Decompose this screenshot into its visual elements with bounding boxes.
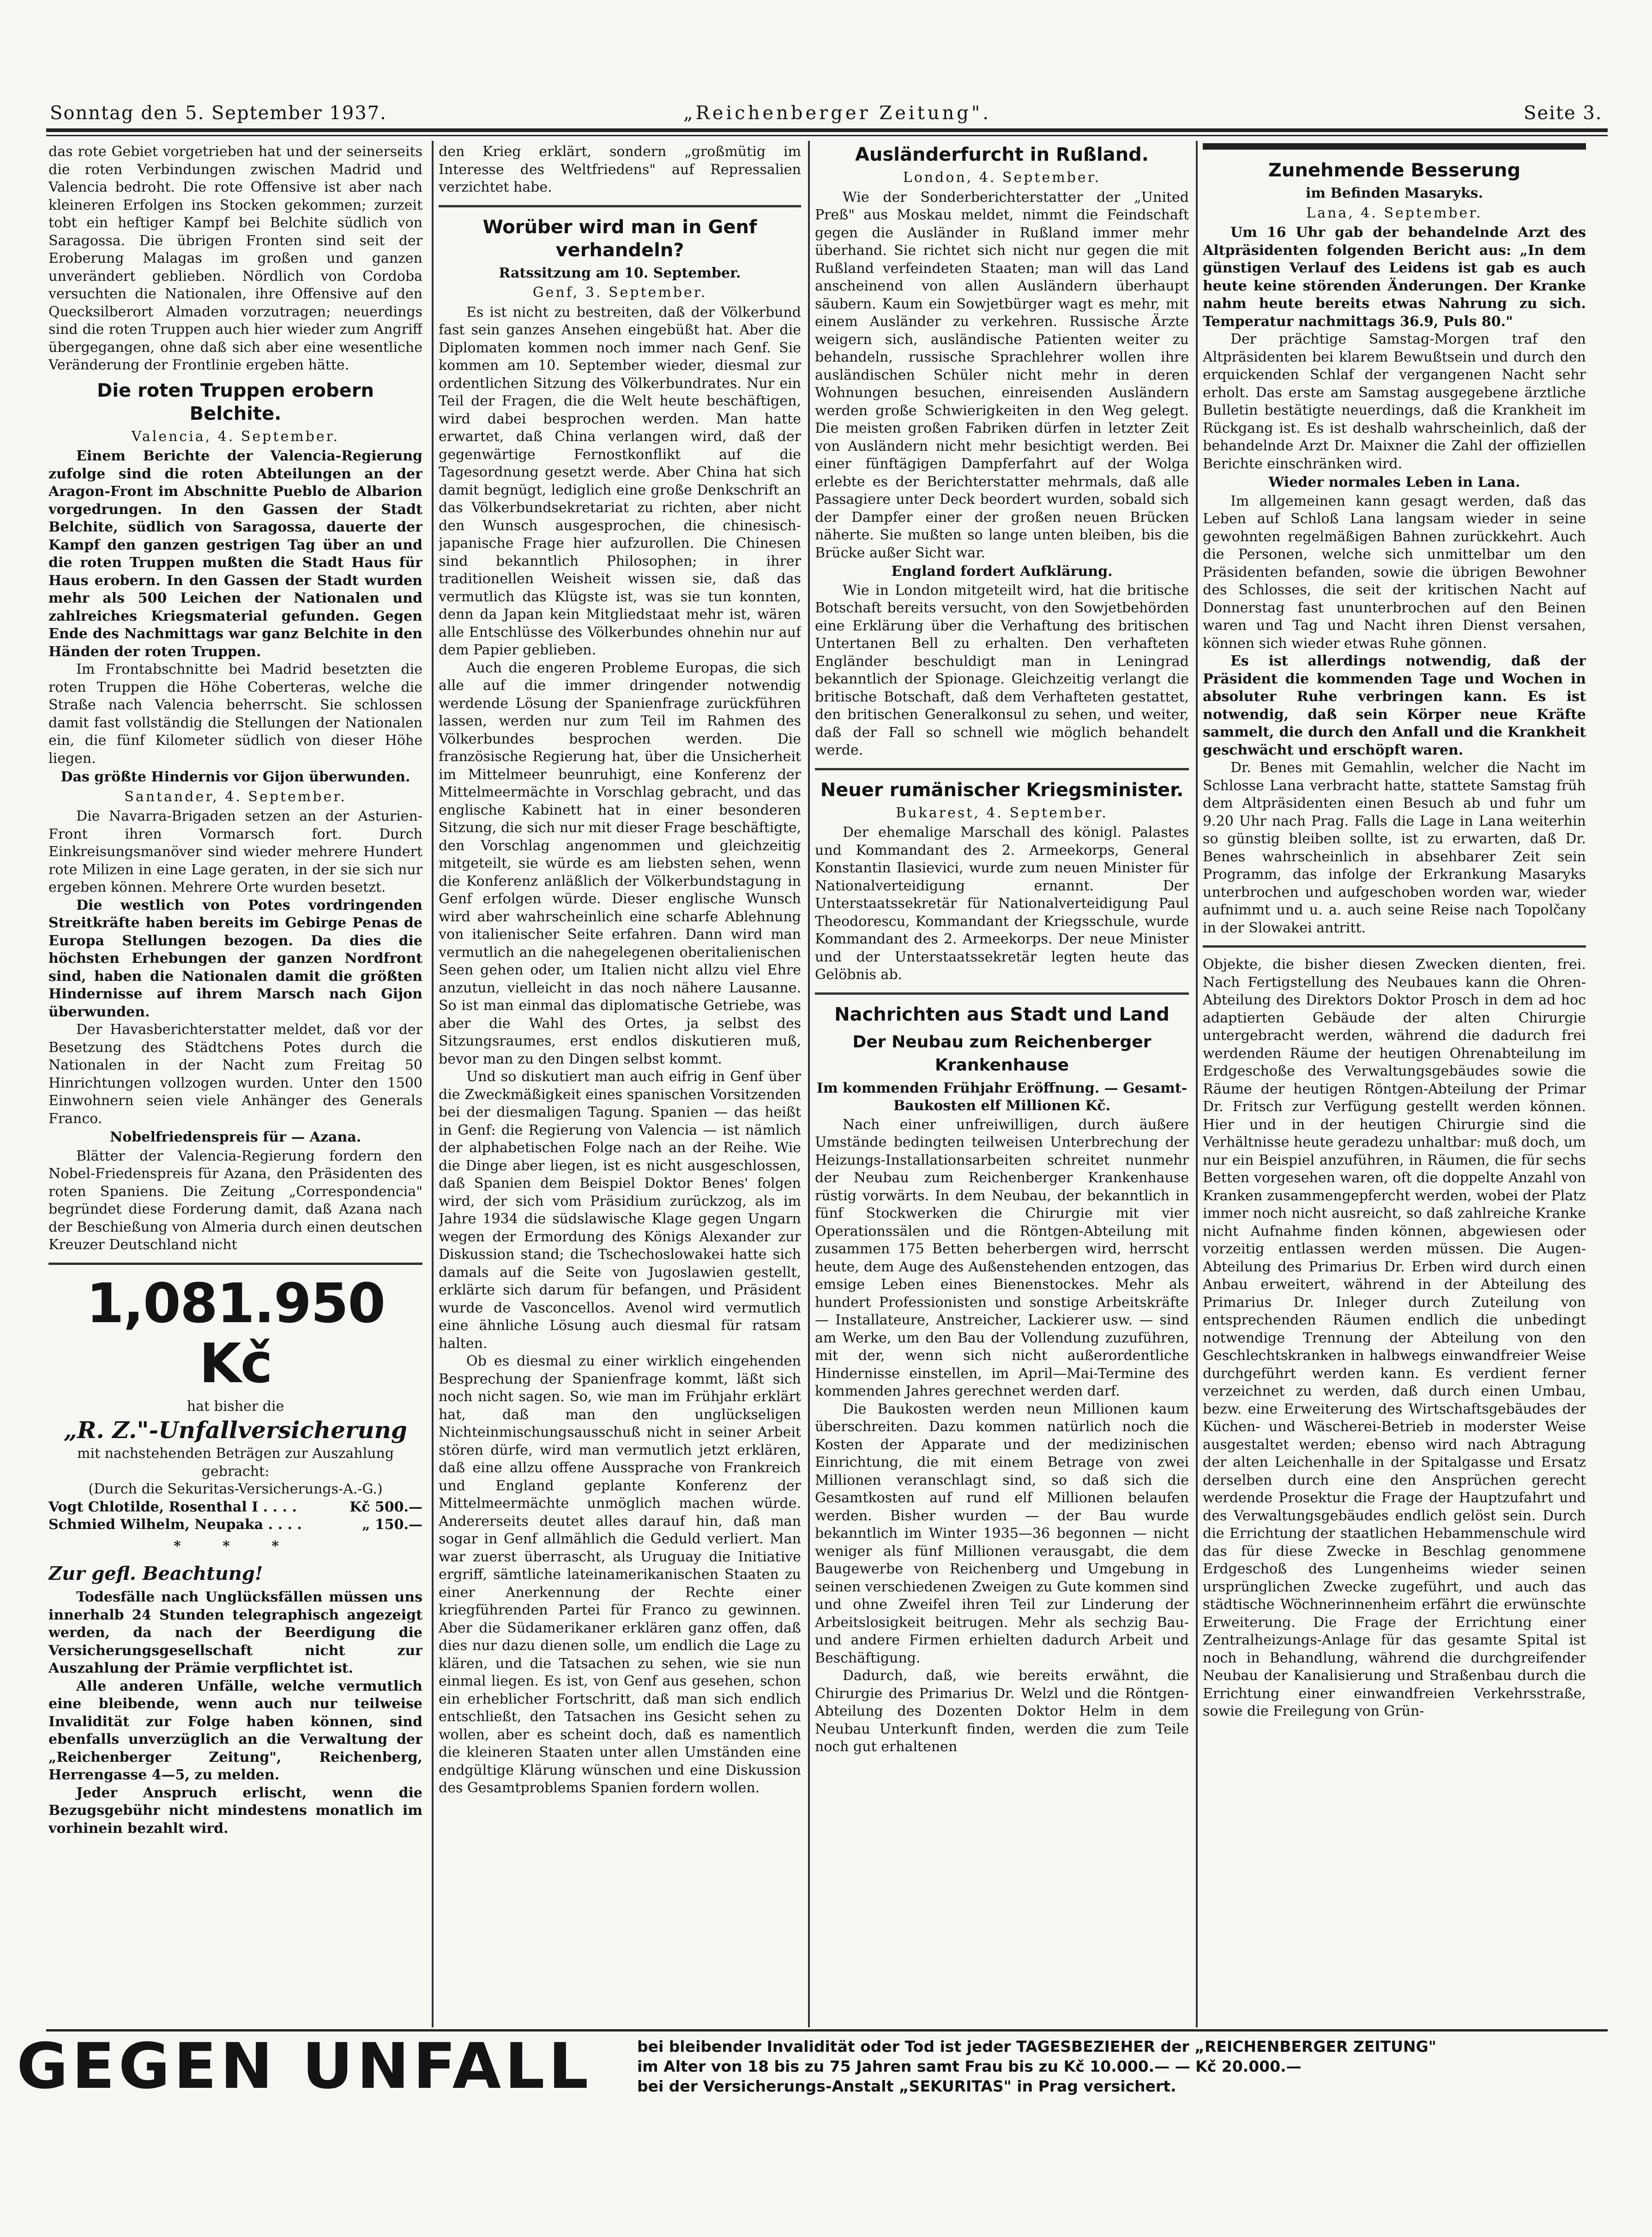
- paragraph: Wie in London mitgeteilt wird, hat die britische Botschaft bereits versucht, von den Sowjetbehörden eine Erklärung über die Verhaftung des britischen Untertanen Bell zu erhalten. Den verhafteten Engländer beschuldigt man in Leningrad bekanntlich der Spionage. Gleichzeitig verlangt die britische Botschaft, daß dem Verhafteten gestattet, den britischen Generalkonsul zu sehen, und weiter, daß der Fall so schnell wie möglich behandelt werde.: [815, 582, 1189, 758]
- paragraph: Nach einer unfreiwilligen, durch äußere Umstände bedingten teilweisen Unterbrechung der Heizungs-Installationsarbeiten schreitet nunmehr der Neubau zum Reichenberger Krankenhause rüstig vorwärts. In dem Neubau, der bekanntlich in fünf Stockwerken die Chirurgie mit vier Operationssälen und die Röntgen-Abteilung mit zusammen 175 Betten beherbergen wird, herrscht heute, dem Auge des Außenstehenden entzogen, das emsige Leben eines Bienenstockes. Mehr als hundert Professionisten und sonstige Arbeitskräfte — Installateure, Anstreicher, Lackierer usw. — sind am Werke, um den Bau der Vollendung zuzuführen, mit der, wenn sich nicht außerordentliche Hindernisse einstellen, im April—Mai-Termine des kommenden Jahres gerechnet werden darf.: [815, 1116, 1189, 1399]
- column-divider-1: [432, 141, 434, 2027]
- separator: [439, 205, 801, 207]
- dateline: Valencia, 4. September.: [131, 428, 340, 445]
- subheadline: Ratssitzung am 10. September.: [499, 265, 741, 281]
- ad-payout-row: [48, 1499, 422, 1517]
- column-2: [439, 143, 801, 2027]
- ad-payout-row: [48, 1516, 422, 1534]
- header-page-number: Seite 3.: [1524, 103, 1603, 124]
- ad-payout-value: Kč 500.—: [350, 1499, 422, 1515]
- article-continuation: den Krieg erklärt, sondern „großmütig im Interesse des Weltfriedens" auf Repressalien verzichtet habe.: [439, 144, 801, 195]
- ad-separator: [48, 1263, 422, 1265]
- paragraph: Dadurch, daß, wie bereits erwähnt, die Chirurgie des Primarius Dr. Welzl und die Röntgen-Abteilung des Dozenten Doktor Helm in dem Neubau Unterkunft finden, werden die zum Teile noch gut erhaltenen: [815, 1668, 1189, 1755]
- paragraph: Der prächtige Samstag-Morgen traf den Altpräsidenten bei klarem Bewußtsein und durch den erquickenden Schlaf der vergangenen Nacht sehr erholt. Das erste am Samstag ausgegebene ärztliche Bulletin bestätigte neuerdings, daß die Krankheit im Rückgang ist. Es ist deshalb wahrscheinlich, daß der behandelnde Arzt Dr. Maixner die Zahl der offiziellen Berichte einschränken wird.: [1203, 331, 1586, 472]
- ad-line: hat bisher die: [187, 1398, 284, 1415]
- dateline: Bukarest, 4. September.: [896, 804, 1108, 821]
- header-rule: [46, 128, 1608, 132]
- column-3: [815, 143, 1189, 2027]
- footer-ad-headline: GEGEN UNFALL: [17, 2030, 592, 2103]
- headline-lana: Wieder normales Leben in Lana.: [1268, 474, 1520, 490]
- section-heading-local-news: Nachrichten aus Stadt und Land: [834, 1004, 1170, 1025]
- paragraph: Der ehemalige Marschall des königl. Palastes und Kommandant des 2. Armeekorps, General Konstantin Ilasievici, wurde zum neuen Minister für Nationalverteidigung ernannt. Der Unterstaatssekretär für Nationalverteidigung Paul Theodorescu, Kommandant der Kriegsschule, wurde Kommandant des 2. Armeekorps. Der neue Minister und der Unterstaatssekretär legten heute das Gelöbnis ab.: [815, 824, 1189, 983]
- headline-england: England fordert Aufklärung.: [891, 563, 1113, 580]
- headline-genf: Worüber wird man in Genf verhandeln?: [482, 216, 757, 261]
- subheadline: Im kommenden Frühjahr Eröffnung. — Gesamt-Baukosten elf Millionen Kč.: [816, 1080, 1188, 1114]
- footer-ad-line: im Alter von 18 bis zu 75 Jahren samt Frau bis zu Kč 10.000.— — Kč 20.000.—: [637, 2057, 1302, 2075]
- column-1: [48, 143, 422, 2027]
- paragraph: Einem Berichte der Valencia-Regierung zufolge sind die roten Abteilungen an der Aragon-Front im Abschnitte Pueblo de Albarion vorgedrungen. In den Gassen der Stadt Belchite, südlich von Saragossa, dauerte der Kampf den ganzen gestrigen Tag über an und die roten Truppen mußten die Stadt Haus für Haus erobern. In den Gassen der Stadt wurden mehr als 500 Leichen der Nationalen und zahlreiches Kriegsmaterial gefunden. Gegen Ende des Nachmittags war ganz Belchite in den Händen der roten Truppen.: [48, 448, 422, 660]
- ad-payout-name: Schmied Wilhelm, Neupaka . . . .: [48, 1517, 302, 1533]
- header-paper-title: „Reichenberger Zeitung".: [683, 103, 991, 124]
- paragraph: Im Frontabschnitte bei Madrid besetzten die roten Truppen die Höhe Coberteras, welche die Straße nach Valencia beherrscht. Sie schlossen damit fast vollständig die Stellungen der Nationalen ein, die fünf Kilometer südlich von dieser Höhe liegen.: [48, 661, 422, 767]
- article-continuation: das rote Gebiet vorgetrieben hat und der seinerseits die roten Verbindungen zwischen Madrid und Valencia bedroht. Die rote Offensive ist aber nach kleineren Erfolgen ins Stocken gekommen; zurzeit tobt ein heftiger Kampf bei Belchite südlich von Saragossa. Die übrigen Fronten sind seit der Eroberung Malagas im großen und ganzen unverändert geblieben. Nördlich von Cordoba versuchten die Nationalen, ihre Offensive auf den Quecksilberort Almaden vorzutragen; neuerdings sind die roten Truppen auch hier wieder zum Angriff übergegangen, ohne daß sich aber eine wesentliche Veränderung der Frontlinie ergeben hätte.: [48, 144, 422, 373]
- column-divider-3: [1196, 141, 1198, 2027]
- ad-stars: * * *: [174, 1538, 297, 1554]
- ad-payout-value: „ 150.—: [362, 1517, 422, 1533]
- ad-title: „R. Z."-Unfallversicherung: [64, 1416, 407, 1444]
- headline-kriegsminister: Neuer rumänischer Kriegsminister.: [820, 779, 1184, 801]
- article-continuation: Objekte, die bisher diesen Zwecken dienten, frei. Nach Fertigstellung des Neubaues kann die Ohren-Abteilung des Direktors Doktor Prosch in dem ad hoc adaptierten Gebäude der alten Chirurgie untergebracht werden, während die dadurch frei werdenden Räume der heutigen Ohrenabteilung im Erdgeschoße des Verwaltungsgebäudes sowie die Räume der heutigen Röntgen-Abteilung der Primar Dr. Fritsch zur Verfügung gestellt werden können. Hier und in der heutigen Chirurgie sind die Verhältnisse heute geradezu unhaltbar: muß doch, um nur ein Beispiel anzuführen, in Räumen, die für sechs Betten vorgesehen waren, oft die doppelte Anzahl von Kranken zusammengepfercht werden, wobei der Platz immer noch nicht ausreicht, so daß zahlreiche Kranke nicht Aufnahme finden können, abgewiesen oder vorzeitig entlassen werden müssen. Die Augen-Abteilung des Primarius Dr. Erben wird durch einen Anbau erweitert, während in der Abteilung des Primarius Dr. Inleger durch Zuteilung von entsprechenden Räumen endlich die unbedingt notwendige Trennung der Abteilung von den Geschlechtskranken in halbwegs einwandfreier Weise durchgeführt werden kann. Es verdient ferner verzeichnet zu werden, daß durch einen Umbau, bezw. eine Erweiterung des Wirtschaftsgebäudes der Küchen- und Wäscherei-Betrieb in moderster Weise ausgestaltet werden; ebenso wird nach Abtragung der alten Leichenhalle in der Spitalgasse und Ersatz derselben durch eine den Ansprüchen gerecht werdende Prosektur die Frage der Hauptzufahrt und des Verwaltungsgebäudes endlich gelöst sein. Durch die Errichtung der staatlichen Hebammenschule wird das für diese Zwecke in Beschlag genommene Erdgeschoß des Lungenheims wieder seinen ursprünglichen Zwecke zugeführt, und auch das städtische Wöchnerinnenheim erfährt die erwünschte Erweiterung. Die Frage der Errichtung einer Zentralheizungs-Anlage für das gesamte Spital ist noch in Behandlung, während die durchgreifender Neubau der Kanalisierung und Straßenbau durch die Errichtung einer einwandfreien Verkehrsstraße, sowie die Freilegung von Grün-: [1203, 956, 1586, 1719]
- headline-belchite: Die roten Truppen erobern Belchite.: [96, 380, 374, 424]
- paragraph: Es ist allerdings notwendig, daß der Präsident die kommenden Tage und Wochen in absoluter Ruhe verbringen kann. Es ist notwendig, daß sein Körper neue Kräfte sammelt, die durch den Anfall und die Krankheit geschwächt und erschöpft waren.: [1203, 653, 1586, 758]
- paragraph: Der Havasberichterstatter meldet, daß vor der Besetzung des Städtchens Potes durch die Nationalen in der Nacht zum Freitag 50 Hinrichtungen vollzogen wurden. Unter den 1500 Einwohnern seien viele Anhänger des Generals Franco.: [48, 1022, 422, 1127]
- paragraph: Im allgemeinen kann gesagt werden, daß das Leben auf Schloß Lana langsam wieder in seine gewohnten regelmäßigen Bahnen zurückkehrt. Auch die Personen, welche sich unmittelbar um den Präsidenten befanden, sowie die übrigen Bewohner des Schlosses, die seit der kritischen Nacht auf Donnerstag fast ununterbrochen auf den Beinen waren und Tag und Nacht ihren Dienst versahen, können sich wieder etwas Ruhe gönnen.: [1203, 493, 1586, 652]
- separator: [1203, 945, 1586, 948]
- paragraph: Wie der Sonderberichterstatter der „United Preß" aus Moskau meldet, nimmt die Feindschaft gegen die Ausländer in Rußland immer mehr überhand. Sie richtet sich nicht nur gegen die mit Rußland verfeindeten Staaten; man will das Land anscheinend von allen Ausländern überhaupt säubern. Kaum ein Sowjetbürger wagt es mehr, mit einem Ausländer zu verkehren. Russische Ärzte weigern sich, ausländische Patienten weiter zu behandeln, russische Sprachlehrer wollen ihre ausländischen Schüler nicht mehr in deren Wohnungen besuchen, einreisenden Ausländern werden große Schwierigkeiten in den Weg gelegt. Die meisten großen Fabriken dürfen in letzter Zeit von Ausländern nicht mehr besichtigt werden. Bei einer fünftägigen Dampferfahrt auf der Wolga erlebte es der Berichterstatter mehrmals, daß alle Passagiere unter Deck beordert wurden, sobald sich der Dampfer einer der großen neuen Brücken näherte. Sie mußten so lange unten bleiben, bis die Brücke außer Sicht war.: [815, 189, 1189, 561]
- paragraph: Um 16 Uhr gab der behandelnde Arzt des Altpräsidenten folgenden Bericht aus: „In dem günstigen Verlauf des Leidens ist gab es auch heute keine störenden Änderungen. Der Kranke nahm heute bereits etwas Nahrung zu sich. Temperatur nachmittags 36.9, Puls 80.": [1203, 224, 1586, 330]
- notice-paragraph: Todesfälle nach Unglücksfällen müssen uns innerhalb 24 Stunden telegraphisch angezeigt werden, da nach der Beerdigung die Versicherungsgesellschaft nicht zur Auszahlung der Prämie verpflichtet ist.: [48, 1589, 422, 1676]
- dateline: Genf, 3. September.: [532, 284, 707, 301]
- headline-masaryk: Zunehmende Besserung: [1268, 160, 1521, 181]
- subheadline: im Befinden Masaryks.: [1305, 185, 1483, 201]
- notice-paragraph: Alle anderen Unfälle, welche vermutlich eine bleibende, wenn auch nur teilweise Invalidität zur Folge haben können, sind ebenfalls unverzüglich an die Verwaltung der „Reichenberger Zeitung", Reichenberg, Herrengasse 4—5, zu melden.: [48, 1678, 422, 1783]
- headline-krankenhaus: Der Neubau zum Reichenberger Krankenhause: [852, 1032, 1152, 1075]
- paragraph: Ob es diesmal zu einer wirklich eingehenden Besprechung der Spanienfrage kommt, läßt sich noch nicht sagen. So, wie man im Frühjahr erklärt hat, daß man den unglückseligen Nichteinmischungsausschuß nicht in seiner Arbeit stören dürfe, wird man vermutlich jetzt erklären, daß eine allzu offene Aussprache von Frankreich und England geplante Konferenz der Mittelmeermächte unmöglich machen würde. Andererseits deutet alles darauf hin, daß man sogar in Genf allmählich die Geduld verliert. Man war zuerst überrascht, als Uruguay die Initiative ergriff, sämtliche lateinamerikanischen Staaten zu einer Anerkennung der Rechte einer kriegführenden Partei für Franco zu gewinnen. Aber die Südamerikaner erklären ganz offen, daß dies nur dazu dienen solle, um endlich die Lage zu klären, und die Tatsachen zu sehen, wie sie nun einmal liegen. Es ist, von Genf aus gesehen, schon ein erheblicher Fortschritt, daß man sich endlich entschließt, den Tatsachen ins Gesicht sehen zu wollen, aber es scheint doch, daß es namentlich die kleineren Staaten unter allen Umständen eine endgültige Klärung wünschen und eine Diskussion des Gesamtproblems Spanien fordern wollen.: [439, 1353, 801, 1796]
- header-date: Sonntag den 5. September 1937.: [50, 103, 387, 124]
- separator: [815, 768, 1189, 770]
- dateline: London, 4. September.: [903, 169, 1101, 186]
- paragraph: Die Navarra-Brigaden setzen an der Asturien-Front ihren Vormarsch fort. Durch Einkreisungsmanöver sind wieder mehrere Hundert rote Milizen in eine Lage geraten, in der sie sich nur ergeben können. Mehrere Orte wurden besetzt.: [48, 808, 422, 895]
- dateline: Lana, 4. September.: [1306, 205, 1483, 221]
- paragraph: Die Baukosten werden neun Millionen kaum überschreiten. Dazu kommen natürlich noch die Kosten der Apparate und der medizinischen Einrichtung, die mit einem Betrage von zwei Millionen veranschlagt sind, so daß sich die Gesamtkosten auf rund elf Millionen belaufen werden. Bisher wurden — der Bau wurde bekanntlich im Winter 1935—36 begonnen — nicht weniger als fünf Millionen verausgabt, die dem Baugewerbe von Reichenberg und Umgebung in seinen verschiedenen Zweigen zu Gute kommen sind und ohne Zweifel ihren Teil zur Linderung der Arbeitslosigkeit beitrugen. Mehr als sechzig Bau- und andere Firmen erhielten dadurch Arbeit und Beschäftigung.: [815, 1401, 1189, 1666]
- column-divider-2: [808, 141, 810, 2027]
- footer-ad-line: bei bleibender Invalidität oder Tod ist jeder TAGESBEZIEHER der „REICHENBERGER ZEITUNG": [637, 2037, 1436, 2056]
- box-top-rule: [1203, 143, 1586, 150]
- paragraph: Auch die engeren Probleme Europas, die sich alle auf die immer dringender notwendig werdende Lösung der Spanienfrage zurückführen lassen, werden nur zum Teil im Rahmen des Völkerbundes besprochen werden. Die französische Regierung hat, über die Unsicherheit im Mittelmeer beunruhigt, eine Konferenz der Mittelmeermächte in Vorschlag gebracht, und das englische Kabinett hat in einer besonderen Sitzung, die sich nur mit dieser Frage beschäftigte, den Vorschlag angenommen und gleichzeitig mitgeteilt, sie würde es am liebsten sehen, wenn die Konferenz anläßlich der Völkerbundstagung in Genf erfolgen würde. Dieser englische Wunsch wird aber wahrscheinlich eine scharfe Ablehnung von italienischer Seite erfahren. Dann wird man vermutlich an die nahegelegenen oberitalienischen Seen gehen oder, um Italien nicht allzu viel Ehre anzutun, vielleicht in das noch nähere Lausanne. So ist man einmal das diplomatische Getriebe, was aber die Wahl des Ortes, ja selbst des Sitzungsraumes, erst endlos diskutieren muß, bevor man zu den Dingen selbst kommt.: [439, 659, 801, 1067]
- dateline: Santander, 4. September.: [124, 788, 347, 805]
- headline-nobel: Nobelfriedenspreis für — Azana.: [109, 1129, 362, 1145]
- ad-line: mit nachstehenden Beträgen zur Auszahlung gebracht:: [77, 1445, 394, 1480]
- paragraph: Es ist nicht zu bestreiten, daß der Völkerbund fast sein ganzes Ansehen eingebüßt hat. Aber die Diplomaten kommen noch immer nach Genf. Sie kommen am 10. September wieder, diesmal zur ordentlichen Sitzung des Völkerbundrates. Nur ein Teil der Fragen, die die Welt heute beschäftigen, wird dabei besprochen werden. Man hatte erwartet, daß China verlangen wird, daß der gegenwärtige Fernostkonflikt auf die Tagesordnung gesetzt werde. Aber China hat sich damit begnügt, lediglich eine große Denkschrift an das Völkerbundsekretariat zu richten, aber nicht den Wunsch ausgesprochen, die chinesisch-japanische Frage hier aufzurollen. Die Chinesen sind bekanntlich Philosophen; in ihrer traditionellen Weisheit wissen sie, daß das vermutlich das Klügste ist, was sie tun konnten, denn da Japan kein Mitgliedstaat mehr ist, wären alle Entschlüsse des Völkerbundes ohnehin nur auf dem Papier geblieben.: [439, 304, 801, 658]
- separator: [815, 992, 1189, 995]
- footer-ad-line: bei der Versicherungs-Anstalt „SEKURITAS" in Prag versichert.: [637, 2077, 1176, 2095]
- headline-russland: Ausländerfurcht in Rußland.: [855, 144, 1149, 165]
- header-rule-thin: [46, 135, 1608, 136]
- notice-paragraph: Jeder Anspruch erlischt, wenn die Bezugsgebühr nicht mindestens monatlich im vorhinein bezahlt wird.: [48, 1784, 422, 1837]
- paragraph: Dr. Benes mit Gemahlin, welcher die Nacht im Schlosse Lana verbracht hatte, stattete Samstag früh dem Altpräsidenten einen Besuch ab und fuhr um 9.20 Uhr nach Prag. Falls die Lage in Lana weiterhin so günstig bleiben sollte, ist zu erwarten, daß Dr. Benes wahrscheinlich in absehbarer Zeit sein Programm, das infolge der Erkrankung Masaryks unterbrochen und aufgeschoben worden war, wieder aufnimmt und u. a. auch seine Reise nach Topolčany in der Slowakei antritt.: [1203, 760, 1586, 936]
- paragraph: Die westlich von Potes vordringenden Streitkräfte haben bereits im Gebirge Penas de Europa Stellungen bezogen. Da dies die höchsten Erhebungen der ganzen Nordfront sind, haben die Nationalen damit die größten Hindernisse auf ihrem Marsch nach Gijon überwunden.: [48, 897, 422, 1020]
- ad-line: (Durch die Sekuritas-Versicherungs-A.-G.): [88, 1481, 383, 1497]
- notice-title: Zur gefl. Beachtung!: [48, 1563, 263, 1584]
- column-4: [1203, 143, 1586, 2027]
- paragraph: Blätter der Valencia-Regierung fordern den Nobel-Friedenspreis für Azana, den Präsidenten des roten Spaniens. Die Zeitung „Correspondencia" begründet diese Forderung damit, daß Azana nach der Beschießung von Almeria durch einen deutschen Kreuzer Deutschland nicht: [48, 1148, 422, 1253]
- headline-gijon: Das größte Hindernis vor Gijon überwunden.: [60, 769, 410, 785]
- ad-payout-name: Vogt Chlotilde, Rosenthal I . . . .: [48, 1499, 297, 1515]
- ad-amount: 1,081.950 Kč: [86, 1271, 385, 1395]
- paragraph: Und so diskutiert man auch eifrig in Genf über die Zweckmäßigkeit eines spanischen Vorsitzenden bei der diesmaligen Tagung. Spanien — das heißt in Genf: die Regierung von Valencia — ist nämlich der alphabetischen Folge nach an der Reihe. Wie die Dinge aber liegen, ist es nicht ausgeschlossen, daß Spanien dem Beispiel Doktor Benes' folgen wird, der sich vom Präsidium zurückzog, als im Jahre 1934 die südslawische Klage gegen Ungarn wegen der Ermordung des Königs Alexander zur Diskussion stand; die Tschechoslowakei hatte sich damals auf die Seite von Jugoslawien gestellt, erklärte sich darum für befangen, und Präsident wurde de Vasconcellos. Avenol wird vermutlich eine ähnliche Lösung auch diesmal für ratsam halten.: [439, 1069, 801, 1352]
